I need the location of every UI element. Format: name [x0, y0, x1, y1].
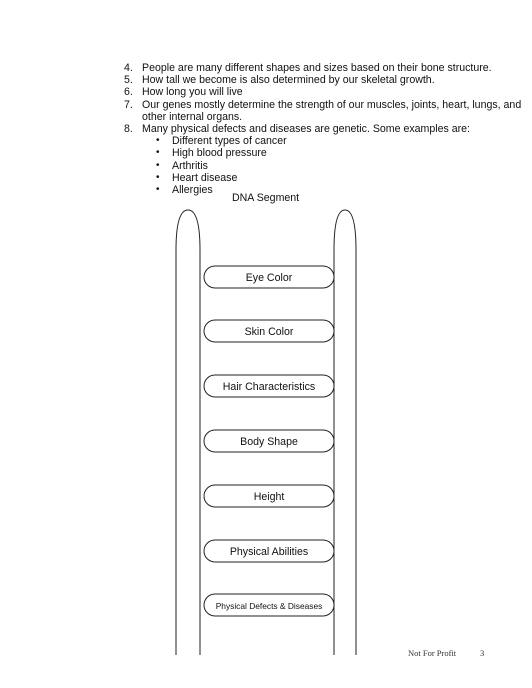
- rung-label-body-shape: Body Shape: [240, 436, 298, 448]
- rung-label-eye-color: Eye Color: [245, 272, 293, 284]
- bullet-icon: •: [156, 159, 160, 171]
- example-text: Different types of cancer: [172, 135, 287, 148]
- left-rail: [176, 210, 200, 655]
- rung-label-defects: Physical Defects & Diseases: [215, 601, 323, 611]
- list-number: 4.: [124, 62, 133, 74]
- rung-label-physical-abilities: Physical Abilities: [229, 546, 309, 558]
- list-text: How tall we become is also determined by our skeletal growth.: [142, 74, 435, 87]
- footer-text: Not For Profit: [408, 648, 457, 658]
- example-text: Heart disease: [172, 171, 238, 184]
- list-number: 6.: [124, 86, 133, 99]
- page-number: 3: [480, 648, 485, 658]
- example-text: High blood pressure: [172, 147, 267, 160]
- rung-label-height: Height: [253, 491, 285, 503]
- list-text: People are many different shapes and sizes based on their bone structure.: [142, 62, 492, 74]
- list-text: Many physical defects and diseases are genetic. Some examples are:: [142, 123, 470, 136]
- bullet-icon: •: [156, 184, 160, 196]
- right-rail: [334, 210, 356, 655]
- bullet-icon: •: [156, 171, 160, 183]
- example-text: Allergies: [172, 184, 213, 197]
- bullet-icon: •: [156, 147, 160, 159]
- list-number: 7.: [124, 98, 133, 111]
- rung-label-hair: Hair Characteristics: [222, 381, 316, 393]
- rung-label-skin-color: Skin Color: [244, 326, 294, 338]
- list-number: 5.: [124, 74, 133, 87]
- diagram-title: DNA Segment: [232, 192, 300, 204]
- example-text: Arthritis: [172, 159, 208, 172]
- list-text: How long you will live: [142, 86, 243, 99]
- bullet-icon: •: [156, 135, 160, 147]
- list-number: 8.: [124, 123, 133, 136]
- list-text: Our genes mostly determine the strength of our muscles, joints, heart, lungs, and other internal organs.: [142, 98, 522, 123]
